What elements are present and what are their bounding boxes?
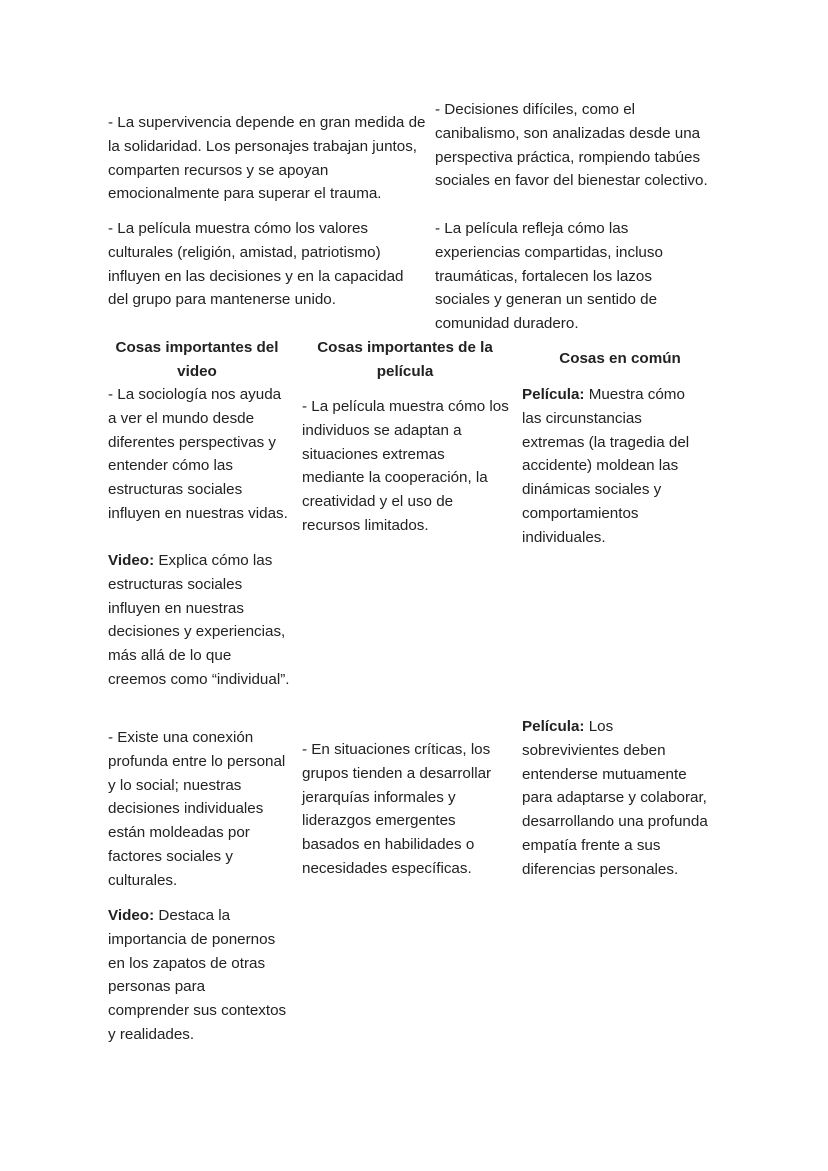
- row2-video-note: Video: Destaca la importancia de ponernos en los zapatos de otras personas para comprender sus contextos y realidades.: [108, 907, 287, 1043]
- top-left-paragraph-1: - La supervivencia depende en gran medida de la solidaridad. Los personajes trabajan juntos, comparten recursos y se apoyan emocionalmente para superar el trauma.: [108, 114, 426, 203]
- row2-comun-paragraph: Película: Los sobrevivientes deben entenderse mutuamente para adaptarse y colaborar, desarrollando una profunda empatía frente a sus diferencias personales.: [522, 718, 708, 878]
- pelicula-label: Película:: [522, 386, 585, 403]
- top-right-paragraph-1: - Decisiones difíciles, como el canibalismo, son analizadas desde una perspectiva práctica, rompiendo tabúes sociales en favor del bienestar colectivo.: [435, 101, 708, 190]
- row1-comun-paragraph: Película: Muestra cómo las circunstancias extremas (la tragedia del accidente) moldean las dinámicas sociales y comportamientos individuales.: [522, 386, 690, 546]
- row2-video-paragraph: - Existe una conexión profunda entre lo personal y lo social; nuestras decisiones individuales están moldeadas por factores sociales y culturales.: [108, 729, 286, 889]
- header-pelicula: Cosas importantes de la película: [317, 339, 493, 380]
- top-right-paragraph-2: - La película refleja cómo las experiencias compartidas, incluso traumáticas, fortalecen los lazos sociales y generan un sentido de comunidad duradero.: [435, 220, 663, 333]
- video-label: Video:: [108, 552, 155, 569]
- header-comun: Cosas en común: [559, 350, 681, 367]
- pelicula-label: Película:: [522, 718, 585, 735]
- row2-pelicula-paragraph: - En situaciones críticas, los grupos tienden a desarrollar jerarquías informales y liderazgos emergentes basados en habilidades o necesidades específicas.: [302, 741, 492, 877]
- header-video: Cosas importantes del video: [115, 339, 279, 380]
- row1-video-note: Video: Explica cómo las estructuras sociales influyen en nuestras decisiones y experiencias, más allá de lo que creemos como “individual”.: [108, 552, 290, 688]
- row1-pelicula-paragraph: - La película muestra cómo los individuos se adaptan a situaciones extremas mediante la cooperación, la creatividad y el uso de recursos limitados.: [302, 398, 509, 534]
- row1-video-paragraph: - La sociología nos ayuda a ver el mundo desde diferentes perspectivas y entender cómo las estructuras sociales influyen en nuestras vidas.: [108, 386, 288, 522]
- video-label: Video:: [108, 907, 155, 924]
- top-left-paragraph-2: - La película muestra cómo los valores culturales (religión, amistad, patriotismo) influyen en las decisiones y en la capacidad del grupo para mantenerse unido.: [108, 220, 404, 309]
